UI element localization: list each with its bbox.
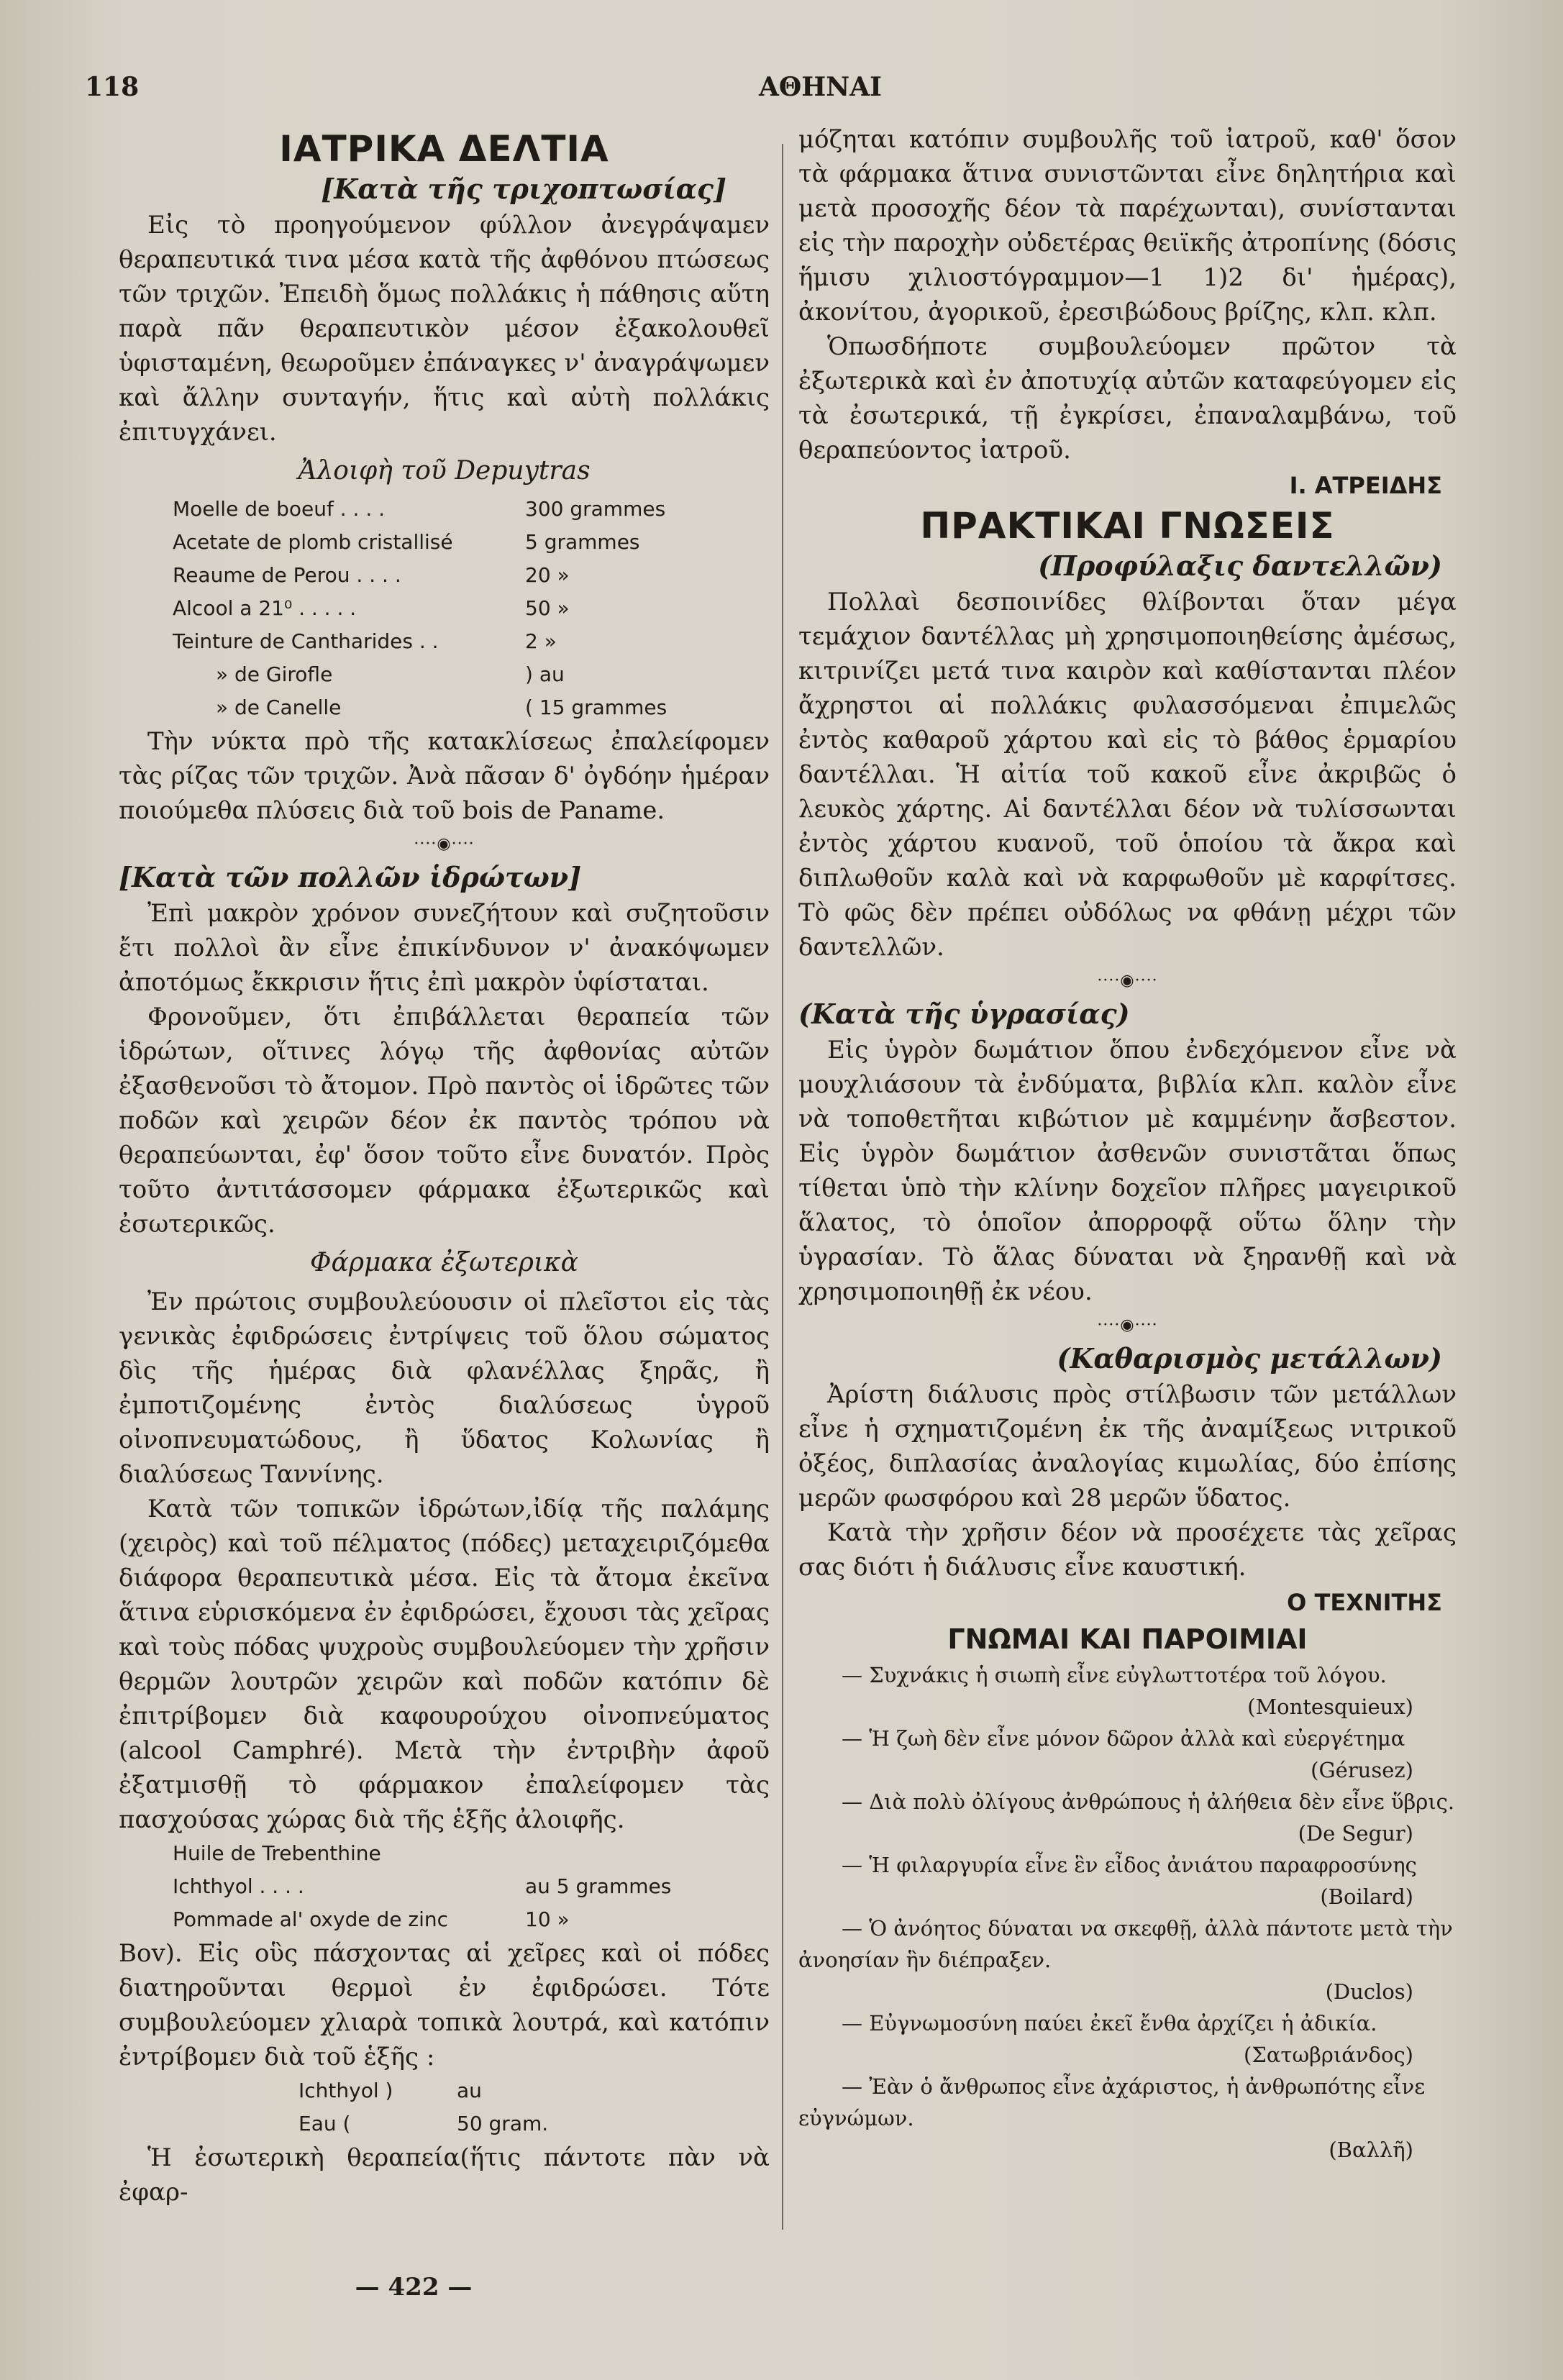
article-heading-lace: (Προφύλαξις δαντελλῶν)	[1038, 550, 1442, 582]
running-title: ΑΘΗΝΑΙ	[759, 72, 882, 102]
section-title-practical: ΠΡΑΚΤΙΚΑΙ ΓΝΩΣΕΙΣ	[920, 505, 1335, 547]
column-divider	[782, 144, 783, 2230]
recipe-item: Acetate de plomb cristallisé 5 grammes	[173, 530, 640, 554]
ornament-separator: ····◉····	[414, 835, 475, 853]
recipe-title: Ἀλοιφὴ τοῦ Depuytras	[298, 456, 591, 485]
paragraph: Ἐν πρώτοις συμβουλεύουσιν οἱ πλεῖστοι εἰς τὰς γενικὰς ἐφιδρώσεις ἐντρίψεις τοῦ ὅλου σώματος δὶς τῆς ἡμέρας διὰ φλανέλλας ξηρᾶς, ἢ ἐμποτιζομένης ἐντὸς διαλύσεως ὑγροῦ οἰνοπνευματώδους, ἢ ὕδατος Κολωνίας ἢ διαλύσεως Ταννίνης.	[119, 1287, 770, 1489]
quotes-list	[798, 1659, 1457, 2166]
quote-item: — Ὁ ἀνόητος δύναται να σκεφθῇ, ἀλλὰ πάντοτε μετὰ τὴν ἀνοησίαν ἣν διέπραξεν. (Duclos)	[798, 1916, 1453, 2004]
ornament-separator: ····◉····	[1097, 972, 1158, 990]
article-heading-sweating: [Κατὰ τῶν πολλῶν ἱδρώτων]	[119, 861, 582, 893]
recipe-item: » de Girofle ) au	[216, 662, 565, 686]
recipe-item: Ichthyol ) au	[299, 2079, 482, 2102]
paragraph: Ἐπὶ μακρὸν χρόνον συνεζήτουν καὶ συζητοῦσιν ἔτι πολλοὶ ἂν εἶνε ἐπικίνδυνον ν' ἀνακόψωμεν ἀποτόμως ἔκκρισιν ἥτις ἐπὶ μακρὸν ὑφίσταται.	[119, 899, 770, 997]
recipe-item: » de Canelle ( 15 grammes	[216, 696, 667, 719]
quote-item: — Ἡ φιλαργυρία εἶνε ἓν εἶδος ἀνιάτου παραφροσύνης (Boilard)	[842, 1853, 1417, 1909]
article-heading-metals: (Καθαρισμὸς μετάλλων)	[1057, 1342, 1442, 1374]
paragraph: Πολλαὶ δεσποινίδες θλίβονται ὅταν μέγα τεμάχιον δαντέλλας μὴ χρησιμοποιηθείσης ἀμέσως, κιτρινίζει μετά τινα καιρὸν καὶ καθίστανται πλέον ἄχρηστοι αἱ πολλάκις φυλασσόμεναι ἐπιμελῶς ἐντὸς καθαροῦ χάρτου καὶ εἰς τὸ βάθος ἑρμαρίου δαντέλλαι. Ἡ αἰτία τοῦ κακοῦ εἶνε ἀκριβῶς ὁ λευκὸς χάρτης. Αἱ δαντέλλαι δέον νὰ τυλίσσωνται ἐντὸς χάρτου κυανοῦ, τοῦ ὁποίου τὰ ἄκρα καὶ διπλωθοῦν καλὰ καὶ νὰ καρφωθοῦν μὲ καρφίτσες. Τὸ φῶς δὲν πρέπει οὐδόλως να φθάνῃ μέχρι τῶν δαντελλῶν.	[798, 588, 1457, 962]
author-signature: Ι. ΑΤΡΕΙΔΗΣ	[1289, 472, 1442, 499]
paragraph: Φρονοῦμεν, ὅτι ἐπιβάλλεται θεραπεία τῶν ἱδρώτων, οἵτινες λόγῳ τῆς ἀφθονίας αὐτῶν ἐξασθενοῦσι τὸ ἄτομον. Πρὸ παντὸς οἱ ἱδρῶτες τῶν ποδῶν καὶ χειρῶν δέον ἐκ παντὸς τρόπου νὰ θεραπεύωνται, ἐφ' ὅσον τοῦτο εἶνε δυνατόν. Πρὸς τοῦτο ἀντιτάσσομεν φάρμακα ἐξωτερικῶς καὶ ἐσωτερικῶς.	[119, 1003, 770, 1239]
page-footer-number: — 422 —	[355, 2273, 473, 2302]
paragraph: Ὁπωσδήποτε συμβουλεύομεν πρῶτον τὰ ἐξωτερικὰ καὶ ἐν ἀποτυχίᾳ αὐτῶν καταφεύγομεν εἰς τὰ ἐσωτερικά, τῇ ἐγκρίσει, ἐπαναλαμβάνω, τοῦ θεραπεύοντος ἰατροῦ.	[798, 332, 1457, 465]
page-number: 118	[85, 72, 140, 102]
recipe-item: Pommade al' oxyde de zinc 10 »	[173, 1907, 570, 1931]
paragraph: Ἡ ἐσωτερικὴ θεραπεία(ἥτις πάντοτε πὰν νὰ ἐφαρ-	[119, 2143, 770, 2207]
paragraph: Ἀρίστη διάλυσις πρὸς στίλβωσιν τῶν μετάλλων εἶνε ἡ σχηματιζομένη ἐκ τῆς ἀναμίξεως νιτρικοῦ ὀξέος, διπλασίας ἀναλογίας κιμωλίας, δύο ἐπίσης μερῶν φωσφόρου καὶ 28 μερῶν ὕδατος.	[798, 1380, 1457, 1513]
paragraph: μόζηται κατόπιν συμβουλῆς τοῦ ἰατροῦ, καθ' ὅσον τὰ φάρμακα ἅτινα συνιστῶνται εἶνε δηλητήρια καὶ μετὰ προσοχῆς δέον τὰ παρέχωνται), συνίστανται εἰς τὴν παροχὴν οὐδετέρας θειϊκῆς ἀτροπίνης (δόσις ἥμισυ χιλιοστόγραμμον—1 1)2 δι' ἡμέρας), ἀκονίτου, ἀγορικοῦ, ἐρεσιβώδους βρίζης, κλπ. κλπ.	[798, 125, 1457, 327]
article-heading-humidity: (Κατὰ τῆς ὑγρασίας)	[798, 998, 1130, 1030]
article-heading-hair-loss: [Κατὰ τῆς τριχοπτωσίας]	[321, 173, 726, 205]
paragraph: Bov). Εἰς οὓς πάσχοντας αἱ χεῖρες καὶ οἱ πόδες διατηροῦνται θερμοὶ ἐν ἐφιδρώσει. Τότε συμβουλεύομεν χλιαρὰ τοπικὰ λουτρά, καὶ κατόπιν ἐντρίβομεν διὰ τοῦ ἑξῆς :	[119, 1939, 770, 2071]
quote-item: — Εὐγνωμοσύνη παύει ἐκεῖ ἔνθα ἀρχίζει ἡ ἀδικία. (Σατωβριάνδος)	[842, 2011, 1413, 2067]
recipe-list	[119, 1837, 770, 1936]
paragraph: Εἰς ὑγρὸν δωμάτιον ὅπου ἐνδεχόμενον εἶνε νὰ μουχλιάσουν τὰ ἐνδύματα, βιβλία κλπ. καλὸν εἶνε νὰ τοποθετῆται κιβώτιον μὲ καμμένην ἄσβεστον. Εἰς ὑγρὸν δωμάτιον ἀσθενῶν συνιστᾶται ὅπως τίθεται ὑπὸ τὴν κλίνην δοχεῖον πλῆρες μαγειρικοῦ ἅλατος, τὸ ὁποῖον ἀπορροφᾷ οὕτω ὅλην τὴν ὑγρασίαν. Τὸ ἅλας δύναται νὰ ξηρανθῇ καὶ νὰ χρησιμοποιηθῇ ἐκ νέου.	[798, 1036, 1457, 1306]
section-title-proverbs: ΓΝΩΜΑΙ ΚΑΙ ΠΑΡΟΙΜΙΑΙ	[947, 1623, 1308, 1655]
quote-item: — Ἡ ζωὴ δὲν εἶνε μόνον δῶρον ἀλλὰ καὶ εὐεργέτημα (Gérusez)	[842, 1726, 1413, 1782]
recipe-list	[119, 2074, 770, 2140]
recipe-item: Reaume de Perou . . . . 20 »	[173, 563, 570, 587]
author-signature: Ο ΤΕΧΝΙΤΗΣ	[1287, 1589, 1442, 1616]
recipe-item: Moelle de boeuf . . . . 300 grammes	[173, 497, 666, 521]
quote-item: — Ἐὰν ὁ ἄνθρωπος εἶνε ἀχάριστος, ἡ ἀνθρωπότης εἶνε εὐγνώμων. (Βαλλῆ)	[798, 2074, 1426, 2162]
ornament-separator: ····◉····	[1097, 1316, 1158, 1334]
paragraph: Τὴν νύκτα πρὸ τῆς κατακλίσεως ἐπαλείφομεν τὰς ρίζας τῶν τριχῶν. Ἀνὰ πᾶσαν δ' ὀγδόην ἡμέραν ποιούμεθα πλύσεις διὰ τοῦ bois de Paname.	[119, 727, 770, 825]
sub-heading: Φάρμακα ἐξωτερικὰ	[310, 1248, 578, 1277]
recipe-item: Ichthyol . . . . au 5 grammes	[173, 1874, 672, 1898]
recipe-list	[119, 493, 770, 724]
paragraph: Κατὰ τὴν χρῆσιν δέον νὰ προσέχετε τὰς χεῖρας σας διότι ἡ διάλυσις εἶνε καυστική.	[798, 1518, 1457, 1582]
paragraph: Κατὰ τῶν τοπικῶν ἱδρώτων,ἰδίᾳ τῆς παλάμης (χειρὸς) καὶ τοῦ πέλματος (πόδες) μεταχειριζόμεθα διάφορα θεραπευτικὰ μέσα. Εἰς τὰ ἄτομα ἐκεῖνα ἅτινα εὑρισκόμενα ἐν ἐφιδρώσει, ἔχουσι τὰς χεῖρας καὶ τοὺς πόδας ψυχροὺς συμβουλεύομεν τὴν χρῆσιν θερμῶν λουτρῶν χειρῶν καὶ ποδῶν κατόπιν δὲ ἐπιτρίβομεν διὰ καφουρούχου οἰνοπνεύματος (alcool Camphré). Μετὰ τὴν ἐντριβὴν ἀφοῦ ἐξατμισθῇ τὸ φάρμακον ἐπαλείφομεν τὰς πασχούσας χώρας διὰ τῆς ἑξῆς ἀλοιφῆς.	[119, 1495, 770, 1834]
recipe-item: Teinture de Cantharides . . 2 »	[173, 629, 557, 653]
recipe-item: Huile de Trebenthine	[173, 1841, 381, 1865]
recipe-item: Alcool a 21⁰ . . . . . 50 »	[173, 596, 570, 620]
right-column	[798, 122, 1457, 2166]
left-column	[119, 122, 770, 2210]
quote-item: — Συχνάκις ἡ σιωπὴ εἶνε εὐγλωττοτέρα τοῦ λόγου. (Montesquieux)	[842, 1663, 1413, 1719]
paragraph: Εἰς τὸ προηγούμενον φύλλον ἀνεγράψαμεν θεραπευτικά τινα μέσα κατὰ τῆς ἀφθόνου πτώσεως τῶν τριχῶν. Ἐπειδὴ ὅμως πολλάκις ἡ πάθησις αὕτη παρὰ πᾶν θεραπευτικὸν μέσον ἐξακολουθεῖ ὑφισταμένη, θεωροῦμεν ἐπάναγκες ν' ἀναγράψωμεν καὶ ἄλλην συνταγήν, ἥτις καὶ αὐτὴ πολλάκις ἐπιτυγχάνει.	[119, 211, 770, 447]
quote-item: — Διὰ πολὺ ὀλίγους ἀνθρώπους ἡ ἀλήθεια δὲν εἶνε ὕβρις. (De Segur)	[842, 1789, 1455, 1846]
section-title-medical: ΙΑΤΡΙΚΑ ΔΕΛΤΙΑ	[279, 128, 609, 170]
recipe-item: Eau ( 50 gram.	[299, 2112, 549, 2135]
